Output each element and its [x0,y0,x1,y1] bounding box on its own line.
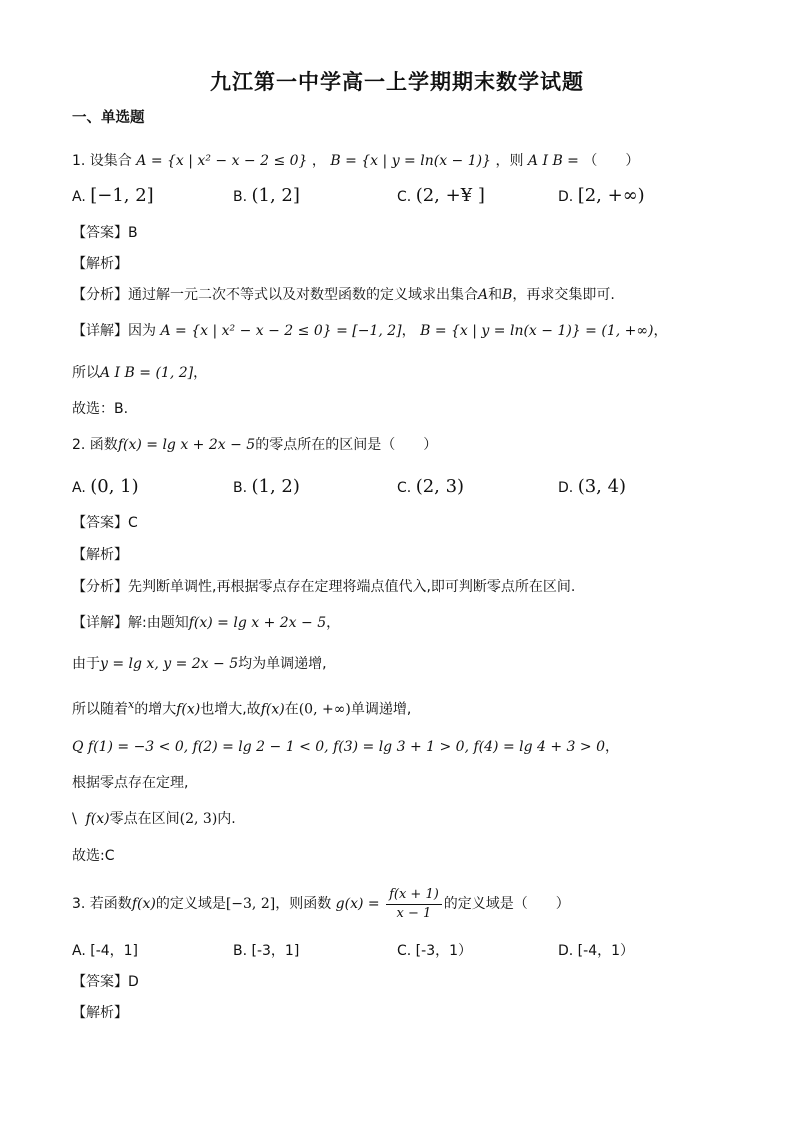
answer-value: D [128,974,139,990]
fenxi-text: 通过解一元二次不等式以及对数型函数的定义域求出集合 [128,287,478,303]
q2-line-1 [72,653,327,675]
section-heading: 一、单选题 [72,110,145,126]
l3-expression: Q f(1) = −3 < 0, f(2) = lg 2 − 1 < 0, f(3) = lg 3 + 1 > 0, f(4) = lg 4 + 3 > 0 [72,739,605,755]
l2-interval: (0, +∞) [298,701,351,718]
q2-line-2 [72,694,411,721]
q3-gx: g(x) = [335,896,380,912]
q1-option-c [397,185,485,208]
q2-answer [72,512,138,534]
answer-value: C [128,515,138,531]
q2-line-4: 根据零点存在定理, [72,775,189,791]
q2-fenxi [72,576,575,598]
q1-comma: ， [311,153,326,169]
so-comma: ， [193,365,208,381]
fenxi-var-a: A [478,287,489,303]
l2-fx-2: f(x) [260,701,285,718]
l5-text-end: 内. [217,811,236,827]
answer-tag: 【答案】 [72,974,128,990]
xj-text: 因为 [128,323,156,339]
fenxi-text-end: ，再求交集即可. [512,287,615,303]
q3-answer [72,971,139,993]
q3-prefix: 3. 若函数 [72,896,132,912]
q2-prefix: 2. 函数 [72,437,118,453]
q2-option-b [233,476,300,499]
q1-analysis-tag: 【解析】 [72,256,128,272]
q1-suffix: ，则 [495,153,524,169]
q1-option-a [72,185,154,208]
option-label: C. [397,480,412,496]
fraction-denominator: x − 1 [396,905,432,921]
option-label: B. [233,189,248,205]
option-label: A. [72,480,86,496]
answer-tag: 【答案】 [72,225,128,241]
xj-comma: ， [326,615,341,631]
q2-option-a [72,476,139,499]
fenxi-tag: 【分析】 [72,287,128,303]
xj-set-a: A = {x | x² − x − 2 ≤ 0} = [−1, 2] [160,323,402,339]
q1-paren: （ ） [583,153,640,169]
answer-value: B [128,225,138,241]
q2-suffix: 的零点所在的区间是（ ） [255,437,438,453]
l3-comma: ， [605,739,619,755]
so-expression: A I B = (1, 2] [100,365,194,381]
q3-option-d: D. [-4，1） [558,943,635,959]
answer-tag: 【答案】 [72,515,128,531]
xiangjie-tag: 【详解】 [72,615,128,631]
xiangjie-tag: 【详解】 [72,323,128,339]
q2-line-5 [72,808,236,830]
q3-fraction [386,886,442,923]
l2-text-2: 的增大 [134,701,177,718]
fenxi-he: 和 [488,287,503,303]
option-value: [2, +∞) [577,185,645,206]
option-value: (2, +¥ ] [415,185,485,206]
q2-xiangjie [72,612,340,634]
q1-set-a: A = {x | x² − x − 2 ≤ 0} [136,153,308,169]
q1-set-b: B = {x | y = ln(x − 1)} [330,153,491,169]
option-value: [−1, 2] [90,185,154,206]
xj-text: 解:由题知 [128,615,189,631]
xj-comma: ， [401,323,416,339]
option-value: (1, 2) [251,476,300,497]
page-title: 九江第一中学高一上学期期末数学试题 [210,70,584,94]
q3-option-a: A. [-4，1] [72,943,139,959]
q2-final: 故选:C [72,848,115,864]
l5-symbol: \ [72,811,77,827]
fenxi-var-b: B [502,287,513,303]
l2-text-3: 也增大,故 [200,701,261,718]
q1-option-d [558,185,645,208]
q2-option-c [397,476,464,499]
option-label: B. [233,480,248,496]
l2-var-x: x [128,698,135,711]
so-text: 所以 [72,365,100,381]
q1-prefix: 1. 设集合 [72,153,132,169]
q2-analysis-tag: 【解析】 [72,547,128,563]
option-value: (1, 2] [251,185,300,206]
q1-answer [72,222,138,244]
option-label: A. [72,189,86,205]
l2-text-4: 在 [284,701,299,718]
q2-function: f(x) = lg x + 2x − 5 [117,437,256,453]
q3-option-c: C. [-3，1） [397,943,473,959]
xj-function: f(x) = lg x + 2x − 5 [188,615,327,631]
l2-fx-1: f(x) [176,701,201,718]
l1-text: 由于 [72,656,100,672]
q1-xiangjie [72,320,668,342]
q3-text: 的定义域是 [155,896,226,912]
l5-text: 零点在区间 [109,811,180,827]
fenxi-tag: 【分析】 [72,579,128,595]
q3-suffix: 的定义域是（ ） [443,896,570,912]
q3-fx: f(x) [131,896,156,912]
option-value: (2, 3) [415,476,465,497]
l2-text: 所以随着 [72,701,128,718]
q3-domain: [−3, 2] [225,896,276,912]
l5-interval: (2, 3) [179,811,218,827]
q1-option-b [233,185,300,208]
q1-expression: A I B = [527,153,579,169]
l2-text-end: 单调递增, [350,701,412,718]
fraction-numerator: f(x + 1) [386,886,442,905]
option-label: D. [558,480,574,496]
q3-text-2: ，则函数 [275,896,332,912]
l1-text-end: 均为单调递增, [238,656,327,672]
q1-fenxi [72,284,615,306]
question-2-stem [72,434,437,456]
q2-line-3 [72,736,619,758]
q1-so [72,362,207,384]
question-1-stem [72,150,639,172]
option-label: D. [558,189,574,205]
q3-analysis-tag: 【解析】 [72,1005,128,1021]
question-3-stem [72,884,570,924]
option-value: (3, 4) [577,476,627,497]
l5-fx: f(x) [85,811,110,827]
option-value: (0, 1) [90,476,139,497]
xj-set-b: B = {x | y = ln(x − 1)} = (1, +∞) [420,323,654,339]
q2-option-d [558,476,626,499]
l1-expression: y = lg x, y = 2x − 5 [100,656,239,672]
q3-option-b: B. [-3，1] [233,943,300,959]
xj-comma-end: ， [653,323,668,339]
fenxi-text: 先判断单调性,再根据零点存在定理将端点值代入,即可判断零点所在区间. [128,579,576,595]
q1-final: 故选：B. [72,401,129,417]
option-label: C. [397,189,412,205]
